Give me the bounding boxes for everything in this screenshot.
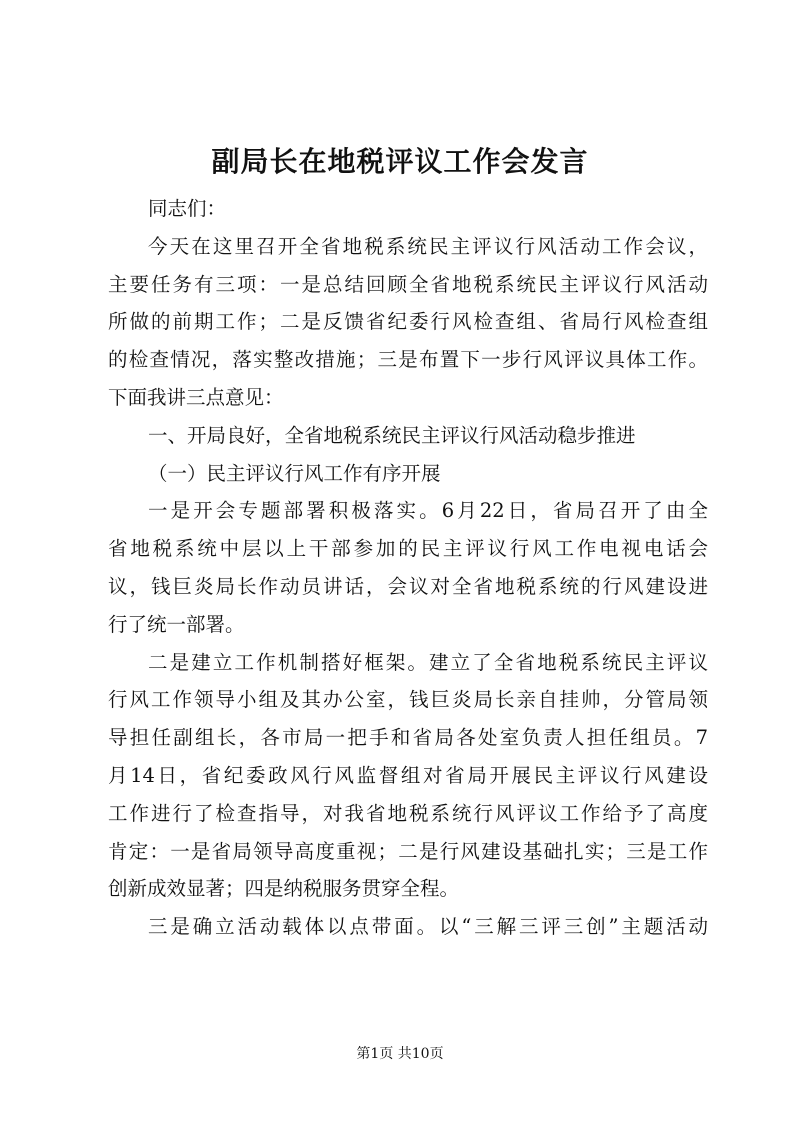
paragraph-line: 导担任副组长，各市局一把手和省局各处室负责人担任组员。7 — [108, 726, 708, 750]
paragraph-line: 下面我讲三点意见： — [108, 385, 284, 409]
paragraph-line: 创新成效显著；四是纳税服务贯穿全程。 — [108, 877, 460, 901]
paragraph-line: 议，钱巨炎局长作动员讲话，会议对全省地税系统的行风建设进 — [108, 574, 708, 598]
paragraph-line: 同志们： — [148, 197, 227, 220]
paragraph-line: 所做的前期工作；二是反馈省纪委行风检查组、省局行风检查组 — [108, 310, 708, 334]
paragraph-line: 三是确立活动载体以点带面。以“三解三评三创”主题活动 — [148, 915, 708, 939]
paragraph-line: 行了统一部署。 — [108, 612, 245, 636]
section-heading: 一、开局良好，全省地税系统民主评议行风活动稳步推进 — [148, 423, 636, 447]
paragraph-line: 一是开会专题部署积极落实。6月22日，省局召开了由全 — [148, 499, 708, 523]
document-body — [108, 190, 708, 946]
paragraph-line: 工作进行了检查指导，对我省地税系统行风评议工作给予了高度 — [108, 801, 708, 825]
paragraph-line: 肯定：一是省局领导高度重视；二是行风建设基础扎实；三是工作 — [108, 839, 708, 863]
paragraph-line: 的检查情况，落实整改措施；三是布置下一步行风评议具体工作。 — [108, 348, 708, 372]
subsection-heading: （一）民主评议行风工作有序开展 — [148, 461, 441, 485]
paragraph-line: 今天在这里召开全省地税系统民主评议行风活动工作会议， — [148, 234, 708, 258]
paragraph-line: 行风工作领导小组及其办公室，钱巨炎局长亲自挂帅，分管局领 — [108, 688, 708, 712]
paragraph-line: 二是建立工作机制搭好框架。建立了全省地税系统民主评议 — [148, 650, 708, 674]
page-number: 第1页 共10页 — [356, 1046, 444, 1062]
paragraph-line: 省地税系统中层以上干部参加的民主评议行风工作电视电话会 — [108, 537, 708, 561]
document-title: 副局长在地税评议工作会发言 — [211, 145, 589, 178]
paragraph-line: 月14日，省纪委政风行风监督组对省局开展民主评议行风建设 — [108, 763, 708, 787]
paragraph-line: 主要任务有三项：一是总结回顾全省地税系统民主评议行风活动 — [108, 272, 708, 296]
